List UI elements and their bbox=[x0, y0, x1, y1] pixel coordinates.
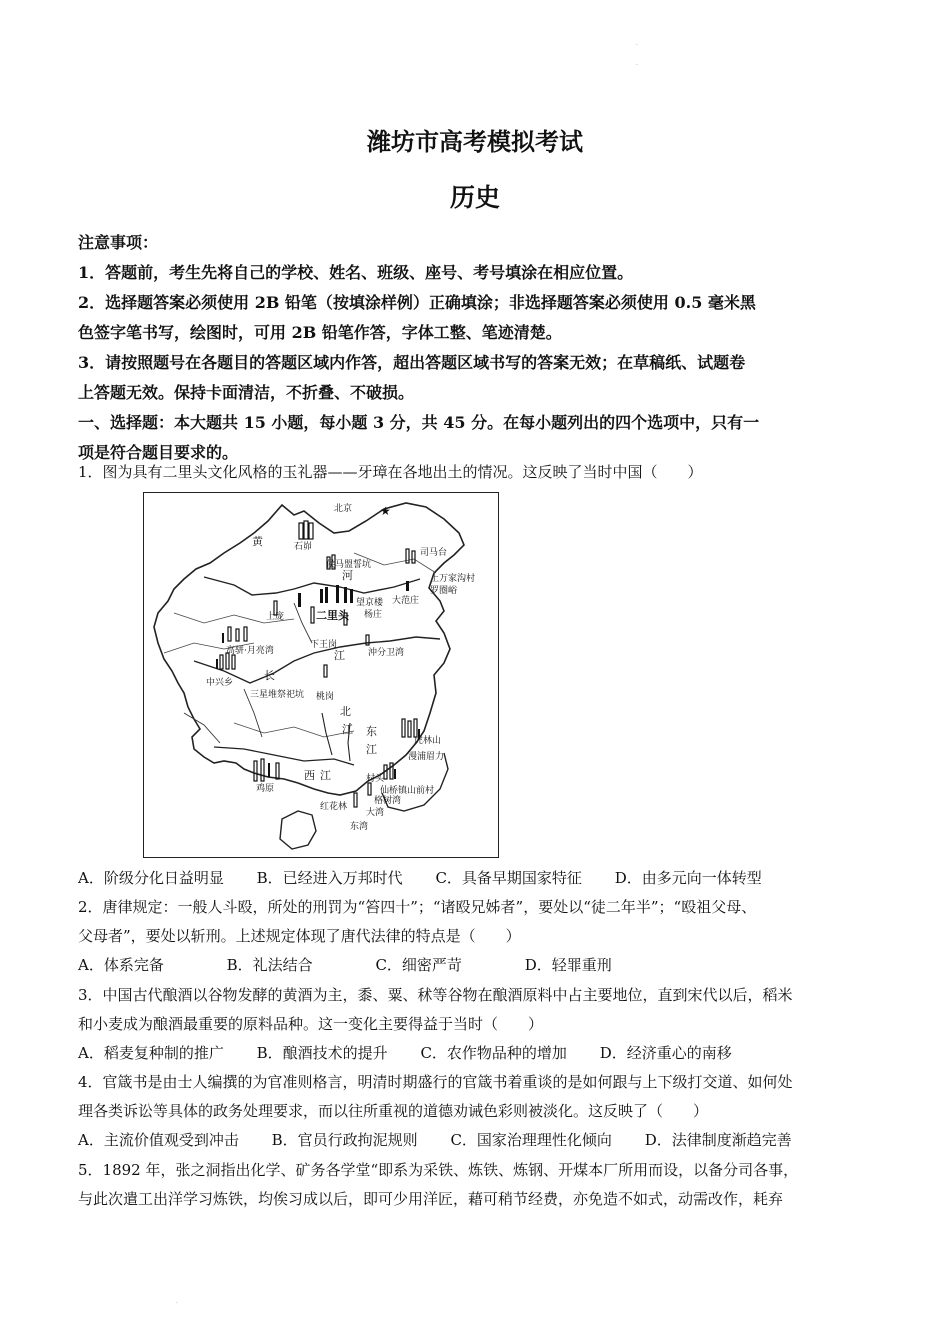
question-1-options bbox=[78, 864, 888, 893]
question-5 bbox=[78, 1156, 888, 1214]
option-d[interactable]: D．法律制度渐趋完善 bbox=[644, 1131, 792, 1149]
option-c[interactable]: C．农作物品种的增加 bbox=[420, 1044, 567, 1062]
exam-title: 潍坊市高考模拟考试 bbox=[367, 127, 583, 156]
question-stem: 5．1892 年，张之洞指出化学、矿务各学堂“即系为采铁、炼铁、炼钢、开煤本厂所用而设，以备分司各事， bbox=[78, 1161, 799, 1179]
site-label: 村头 bbox=[366, 774, 385, 784]
option-b[interactable]: B．已经进入万邦时代 bbox=[256, 869, 403, 887]
question-stem: 3．中国古代酿酒以谷物发酵的黄酒为主，黍、粟、秫等谷物在酿酒原料中占主要地位，直到宋代以后，稻米 bbox=[78, 986, 793, 1004]
site-label: 大范庄 bbox=[392, 596, 420, 606]
notes-section bbox=[78, 228, 878, 468]
site-label: 石峁 bbox=[294, 542, 313, 552]
yazhang-distribution-map bbox=[143, 492, 499, 858]
map-drawing bbox=[144, 493, 498, 857]
option-c[interactable]: C．细密严苛 bbox=[375, 956, 462, 974]
river-label: 江 bbox=[334, 649, 345, 662]
river-label: 东 bbox=[366, 725, 377, 738]
option-d[interactable]: D．经济重心的南移 bbox=[599, 1044, 732, 1062]
question-3 bbox=[78, 981, 888, 1068]
option-d[interactable]: D．轻罪重刑 bbox=[524, 956, 612, 974]
scan-dot: · bbox=[636, 42, 638, 49]
river-label: 江 bbox=[342, 723, 353, 736]
question-stem: 1．图为具有二里头文化风格的玉礼器——牙璋在各地出土的情况。这反映了当时中国（ ） bbox=[78, 463, 703, 481]
site-label: 侯马盟誓坑 bbox=[326, 560, 372, 570]
section-heading: 项是符合题目要求的。 bbox=[78, 443, 239, 462]
section-heading: 一、选择题：本大题共 15 小题，每小题 3 分，共 45 分。在每小题列出的四个选项中，只有一 bbox=[78, 413, 760, 432]
subject-title: 历史 bbox=[449, 183, 500, 212]
notes-heading: 注意事项： bbox=[78, 233, 159, 252]
note-line: 色签字笔书写，绘图时，可用 2B 铅笔作答，字体工整、笔迹清楚。 bbox=[78, 323, 562, 342]
option-c[interactable]: C．国家治理理性化倾向 bbox=[450, 1131, 612, 1149]
note-line: 2．选择题答案必须使用 2B 铅笔（按填涂样例）正确填涂；非选择题答案必须使用 0.5 毫米黑 bbox=[78, 293, 756, 312]
site-label: 漫浦眉力 bbox=[408, 752, 445, 762]
site-label: 下王岗 bbox=[310, 640, 338, 650]
question-1 bbox=[78, 458, 888, 487]
question-stem: 理各类诉讼等具体的政务处理要求，而以往所重视的道德劝诫色彩则被淡化。这反映了（ ） bbox=[78, 1102, 709, 1120]
site-label: 杨庄 bbox=[364, 610, 383, 620]
river-label: 河 bbox=[342, 569, 353, 582]
question-stem: 2．唐律规定：一般人斗殴，所处的刑罚为“笞四十”；“诸殴兄姊者”，要处以“徒二年半”；“殴祖父母、 bbox=[78, 898, 757, 916]
site-label: 格树湾 bbox=[374, 796, 402, 806]
option-a[interactable]: A．体系完备 bbox=[78, 956, 164, 974]
river-label: 江 bbox=[320, 769, 331, 782]
river-label: 北 bbox=[340, 705, 351, 718]
question-stem: 和小麦成为酿酒最重要的原料品种。这一变化主要得益于当时（ ） bbox=[78, 1015, 544, 1033]
note-line: 1．答题前，考生先将自己的学校、姓名、班级、座号、考号填涂在相应位置。 bbox=[78, 263, 634, 282]
site-label: 高骈·月亮湾 bbox=[226, 646, 274, 656]
site-label: 沖分卫湾 bbox=[368, 648, 405, 658]
note-line: 3．请按照题号在各题目的答题区域内作答，超出答题区域书写的答案无效；在草稿纸、试题卷 bbox=[78, 353, 746, 372]
site-label: 大湾 bbox=[366, 808, 385, 818]
site-label: 二里头 bbox=[316, 609, 349, 622]
site-label: 上万家沟村 bbox=[430, 574, 476, 584]
site-label: 桃岗 bbox=[316, 692, 335, 702]
question-stem: 4．官箴书是由士人编撰的为官准则格言，明清时期盛行的官箴书着重谈的是如何跟与上下级打交道、如何处 bbox=[78, 1073, 793, 1091]
site-label: 红花林 bbox=[320, 802, 348, 812]
scan-dot: · bbox=[636, 62, 638, 69]
option-a[interactable]: A．主流价值观受到冲击 bbox=[78, 1131, 239, 1149]
river-label: 长 bbox=[264, 669, 275, 682]
city-label: 北京 bbox=[334, 504, 353, 514]
question-2 bbox=[78, 893, 888, 980]
scan-dot: · bbox=[176, 1300, 178, 1307]
option-b[interactable]: B．礼法结合 bbox=[226, 956, 313, 974]
site-label: 鸡原 bbox=[256, 784, 275, 794]
site-label: 东湾 bbox=[350, 822, 369, 832]
question-4 bbox=[78, 1068, 888, 1155]
option-d[interactable]: D．由多元向一体转型 bbox=[614, 869, 762, 887]
site-label: 中兴乡 bbox=[206, 678, 234, 688]
svg-text:★: ★ bbox=[380, 504, 391, 518]
site-label: 司马台 bbox=[420, 548, 448, 558]
option-c[interactable]: C．具备早期国家特征 bbox=[435, 869, 582, 887]
option-b[interactable]: B．酿酒技术的提升 bbox=[256, 1044, 388, 1062]
site-label: 三星堆祭祀坑 bbox=[250, 690, 305, 700]
option-a[interactable]: A．稻麦复种制的推广 bbox=[78, 1044, 224, 1062]
site-label: 望京楼 bbox=[356, 598, 384, 608]
option-a[interactable]: A．阶级分化日益明显 bbox=[78, 869, 224, 887]
river-label: 黄 bbox=[252, 535, 263, 548]
note-line: 上答题无效。保持卡面清洁，不折叠、不破损。 bbox=[78, 383, 415, 402]
site-label: 仙桥镇山前村 bbox=[380, 786, 435, 796]
river-label: 江 bbox=[366, 743, 377, 756]
option-b[interactable]: B．官员行政拘泥规则 bbox=[271, 1131, 418, 1149]
question-stem: 父母者”，要处以斩刑。上述规定体现了唐代法律的特点是（ ） bbox=[78, 927, 521, 945]
question-stem: 与此次遣工出洋学习炼铁，均俟习成以后，即可少用洋匠，藉可稍节经费，亦免造不如式，动需改作，耗弃 bbox=[78, 1190, 784, 1208]
site-label: 上庞 bbox=[266, 612, 285, 622]
site-label: 虎林山 bbox=[414, 736, 442, 746]
river-label: 西 bbox=[304, 769, 315, 782]
site-label: 罗圈峪 bbox=[430, 586, 458, 596]
